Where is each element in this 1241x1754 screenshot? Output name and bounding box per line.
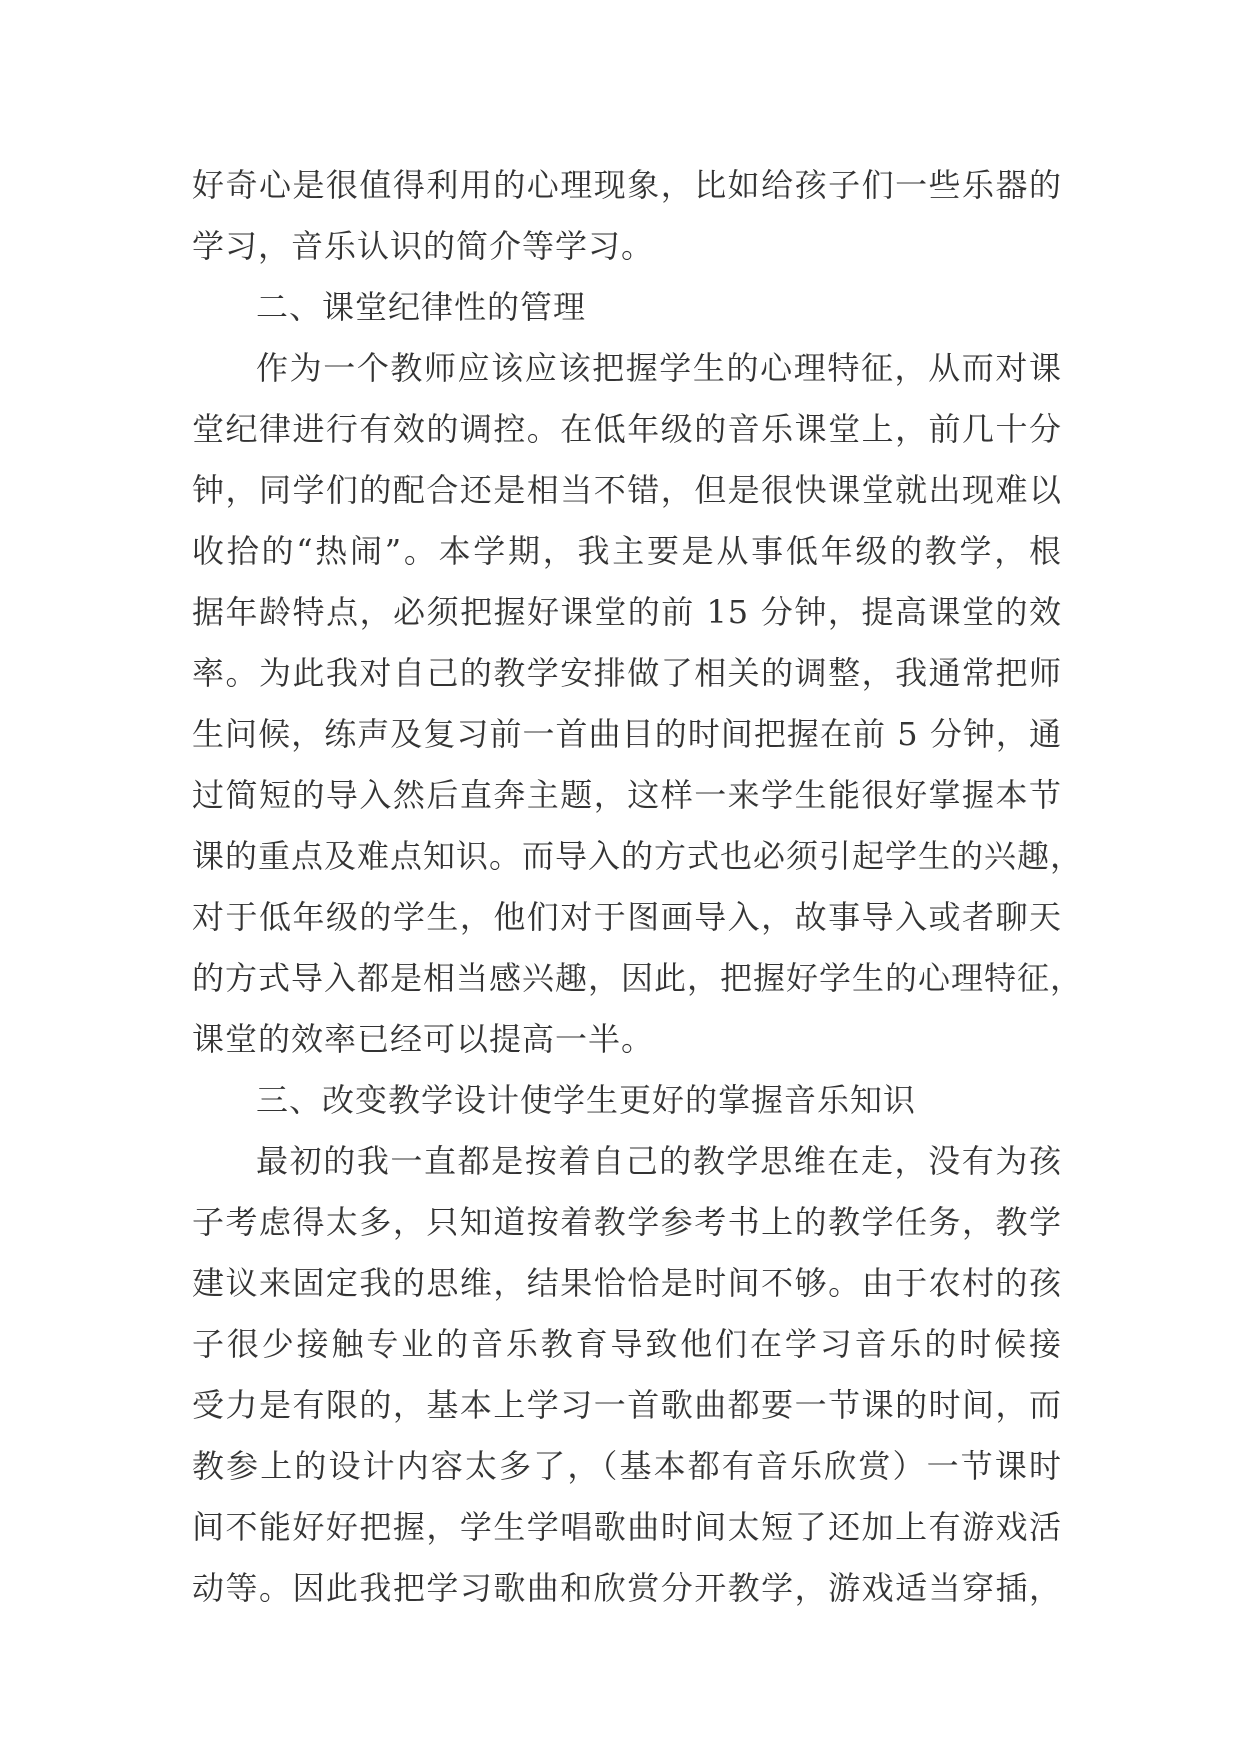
text-line: 率。为此我对自己的教学安排做了相关的调整，我通常把师 [192, 654, 1062, 692]
text-line: 对于低年级的学生，他们对于图画导入，故事导入或者聊天 [192, 898, 1062, 936]
text-line: 钟，同学们的配合还是相当不错，但是很快课堂就出现难以 [192, 471, 1062, 509]
text-line: 收拾的“热闹”。本学期，我主要是从事低年级的教学，根 [192, 532, 1062, 570]
text-line: 好奇心是很值得利用的心理现象，比如给孩子们一些乐器的 [192, 166, 1062, 204]
section-heading: 二、课堂纪律性的管理 [256, 288, 587, 326]
text-line: 建议来固定我的思维，结果恰恰是时间不够。由于农村的孩 [192, 1264, 1062, 1302]
text-line: 间不能好好把握，学生学唱歌曲时间太短了还加上有游戏活 [192, 1508, 1062, 1546]
text-line: 堂纪律进行有效的调控。在低年级的音乐课堂上，前几十分 [192, 410, 1062, 448]
text-line: 学习，音乐认识的简介等学习。 [192, 227, 655, 265]
text-line: 据年龄特点，必须把握好课堂的前 15 分钟，提高课堂的效 [192, 593, 1062, 631]
text-line: 生问候，练声及复习前一首曲目的时间把握在前 5 分钟，通 [192, 715, 1062, 753]
text-line: 教参上的设计内容太多了，（基本都有音乐欣赏）一节课时 [192, 1447, 1062, 1485]
text-line: 动等。因此我把学习歌曲和欣赏分开教学，游戏适当穿插， [192, 1569, 1062, 1607]
text-line: 课的重点及难点知识。而导入的方式也必须引起学生的兴趣， [192, 837, 1084, 875]
text-line: 过简短的导入然后直奔主题，这样一来学生能很好掌握本节 [192, 776, 1062, 814]
text-line: 课堂的效率已经可以提高一半。 [192, 1020, 655, 1058]
text-line: 的方式导入都是相当感兴趣，因此，把握好学生的心理特征， [192, 959, 1084, 997]
document-body [192, 155, 1084, 1619]
section-heading: 三、改变教学设计使学生更好的掌握音乐知识 [256, 1081, 917, 1119]
paragraph-first-line: 最初的我一直都是按着自己的教学思维在走，没有为孩 [256, 1142, 1062, 1180]
text-line: 受力是有限的，基本上学习一首歌曲都要一节课的时间，而 [192, 1386, 1062, 1424]
paragraph-first-line: 作为一个教师应该应该把握学生的心理特征，从而对课 [256, 349, 1062, 387]
text-line: 子考虑得太多，只知道按着教学参考书上的教学任务，教学 [192, 1203, 1062, 1241]
text-line: 子很少接触专业的音乐教育导致他们在学习音乐的时候接 [192, 1325, 1062, 1363]
